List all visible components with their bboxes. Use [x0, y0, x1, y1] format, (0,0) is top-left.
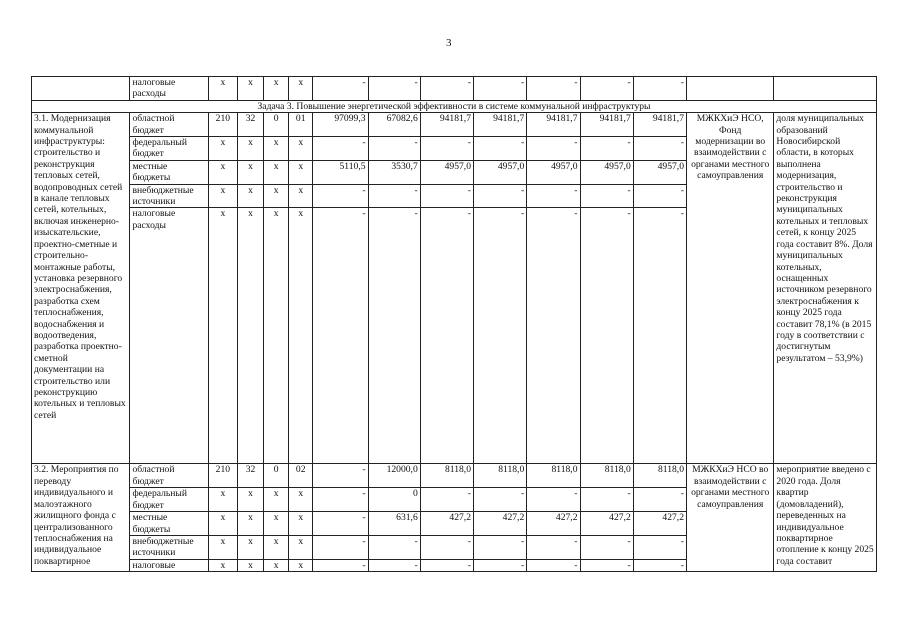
empty-cell [774, 77, 877, 101]
amount-cell: 94181,7 [633, 113, 686, 137]
amount-cell: - [368, 137, 420, 161]
amount-cell: 67082,6 [368, 113, 420, 137]
budget-code-cell: х [208, 137, 237, 161]
expected-result-cell: мероприятие введено с 2020 года. Доля квартир (домовладений), переведенных на индивидуальное поквартирное отопление к концу 2025 года составит [774, 464, 877, 572]
amount-cell: - [420, 559, 473, 571]
amount-cell: - [633, 137, 686, 161]
measure-name-cell: 3.1. Модернизация коммунальной инфраструктуры: строительство и реконструкция тепловых сетей, водопроводных сетей в канале тепловых сетей, котельных, включая инженерно-изыскательские, проектно-сметные и строительно-монтажные работы, установка резервного электроснабжения, разработка схем теплоснабжения, водоснабжения и водоотведения, разработка проектно-сметной документации на строительство или реконструкцию котельных и тепловых сетей [32, 113, 130, 464]
amount-cell: 631,6 [368, 512, 420, 536]
budget-code-cell: 32 [237, 113, 263, 137]
budget-code-cell: х [264, 488, 289, 512]
amount-cell: - [313, 488, 368, 512]
amount-cell: - [368, 535, 420, 559]
budget-code-cell: х [208, 160, 237, 184]
amount-cell: - [420, 488, 473, 512]
budget-code-cell: х [208, 208, 237, 464]
executor-cell: МЖКХиЭ НСО, Фонд модернизации во взаимодействии с органами местного самоуправления [687, 113, 774, 464]
table-row [32, 113, 877, 137]
amount-cell: 5110,5 [313, 160, 368, 184]
table-row [32, 77, 877, 101]
funding-source-cell: областной бюджет [130, 113, 208, 137]
funding-source-cell: федеральный бюджет [130, 488, 208, 512]
amount-cell: 427,2 [633, 512, 686, 536]
amount-cell: - [313, 137, 368, 161]
task-title: Задача 3. Повышение энергетической эффективности в системе коммунальной инфраструктуры [32, 100, 877, 112]
budget-code-cell: х [208, 512, 237, 536]
budget-code-cell: х [264, 137, 289, 161]
budget-code-cell: х [208, 184, 237, 208]
amount-cell: - [527, 184, 580, 208]
amount-cell: 427,2 [527, 512, 580, 536]
amount-cell: - [313, 559, 368, 571]
amount-cell: 427,2 [474, 512, 527, 536]
budget-code-cell: х [237, 488, 263, 512]
amount-cell: - [368, 208, 420, 464]
budget-code-cell: х [237, 208, 263, 464]
funding-source-cell: областной бюджет [130, 464, 208, 488]
budget-code-cell: х [237, 160, 263, 184]
amount-cell: - [420, 208, 473, 464]
amount-cell: - [313, 208, 368, 464]
amount-cell: - [527, 488, 580, 512]
amount-cell: - [527, 535, 580, 559]
budget-code-cell: х [289, 160, 313, 184]
amount-cell: - [633, 208, 686, 464]
budget-code-cell: х [264, 184, 289, 208]
budget-code-cell: х [289, 512, 313, 536]
budget-code-cell: х [289, 77, 313, 101]
amount-cell: - [313, 512, 368, 536]
amount-cell: 12000,0 [368, 464, 420, 488]
amount-cell: 97099,3 [313, 113, 368, 137]
budget-code-cell: х [264, 559, 289, 571]
budget-code-cell: х [289, 137, 313, 161]
budget-code-cell: х [237, 184, 263, 208]
funding-source-cell: налоговые расходы [130, 208, 208, 464]
amount-cell: - [633, 535, 686, 559]
amount-cell: - [580, 77, 633, 101]
amount-cell: 3530,7 [368, 160, 420, 184]
amount-cell: - [368, 77, 420, 101]
amount-cell: 8118,0 [420, 464, 473, 488]
funding-source-cell: внебюджетные источники [130, 535, 208, 559]
amount-cell: 427,2 [580, 512, 633, 536]
budget-code-cell: х [289, 184, 313, 208]
budget-code-cell: х [264, 208, 289, 464]
budget-code-cell: 01 [289, 113, 313, 137]
amount-cell: - [368, 184, 420, 208]
amount-cell: 4957,0 [474, 160, 527, 184]
amount-cell: 0 [368, 488, 420, 512]
budget-code-cell: х [237, 559, 263, 571]
amount-cell: 4957,0 [580, 160, 633, 184]
budget-code-cell: 0 [264, 464, 289, 488]
amount-cell: 8118,0 [527, 464, 580, 488]
amount-cell: - [527, 559, 580, 571]
amount-cell: 8118,0 [474, 464, 527, 488]
budget-code-cell: х [289, 208, 313, 464]
amount-cell: 4957,0 [527, 160, 580, 184]
amount-cell: - [420, 137, 473, 161]
expected-result-cell: доля муниципальных образований Новосибирской области, в которых выполнена модернизация, строительство и реконструкция муниципальных котельных и тепловых сетей, к концу 2025 года составит 8%. Доля муниципальных котельных, оснащенных источником резервного электроснабжения к концу 2025 года составит 78,1% (в 2015 году в соответствии с достигнутым результатом – 53,9%) [774, 113, 877, 464]
budget-code-cell: х [289, 559, 313, 571]
empty-cell [687, 77, 774, 101]
budget-code-cell: х [237, 535, 263, 559]
amount-cell: - [580, 559, 633, 571]
budget-code-cell: х [264, 160, 289, 184]
amount-cell: - [527, 77, 580, 101]
amount-cell: - [368, 559, 420, 571]
amount-cell: 94181,7 [527, 113, 580, 137]
funding-source-cell: внебюджетные источники [130, 184, 208, 208]
amount-cell: 94181,7 [420, 113, 473, 137]
amount-cell: - [474, 208, 527, 464]
funding-source-cell: местные бюджеты [130, 160, 208, 184]
amount-cell: - [474, 184, 527, 208]
amount-cell: 8118,0 [633, 464, 686, 488]
task-title-row [32, 100, 877, 112]
amount-cell: - [474, 137, 527, 161]
amount-cell: - [313, 464, 368, 488]
measure-name-cell: 3.2. Мероприятия по переводу индивидуального и малоэтажного жилищного фонда с централизованного теплоснабжения на индивидуальное поквартирное [32, 464, 130, 572]
budget-code-cell: х [208, 77, 237, 101]
amount-cell: - [420, 184, 473, 208]
budget-code-cell: 02 [289, 464, 313, 488]
budget-code-cell: х [289, 535, 313, 559]
amount-cell: - [474, 77, 527, 101]
amount-cell: 94181,7 [474, 113, 527, 137]
budget-code-cell: х [264, 535, 289, 559]
budget-code-cell: х [208, 535, 237, 559]
amount-cell: - [633, 77, 686, 101]
funding-source-cell: налоговые расходы [130, 77, 208, 101]
amount-cell: - [527, 137, 580, 161]
executor-cell: МЖКХиЭ НСО во взаимодействии с органами местного самоуправления [687, 464, 774, 572]
amount-cell: - [527, 208, 580, 464]
budget-code-cell: х [264, 77, 289, 101]
page-number: 3 [446, 37, 452, 49]
amount-cell: - [474, 535, 527, 559]
budget-code-cell: х [237, 137, 263, 161]
amount-cell: 8118,0 [580, 464, 633, 488]
amount-cell: 94181,7 [580, 113, 633, 137]
budget-code-cell: х [208, 488, 237, 512]
funding-source-cell: местные бюджеты [130, 512, 208, 536]
amount-cell: - [474, 559, 527, 571]
amount-cell: - [580, 488, 633, 512]
budget-code-cell: х [289, 488, 313, 512]
budget-code-cell: х [208, 559, 237, 571]
budget-code-cell: 32 [237, 464, 263, 488]
amount-cell: 4957,0 [633, 160, 686, 184]
amount-cell: - [420, 535, 473, 559]
budget-code-cell: х [237, 77, 263, 101]
amount-cell: - [633, 184, 686, 208]
budget-code-cell: х [237, 512, 263, 536]
amount-cell: - [474, 488, 527, 512]
amount-cell: - [580, 137, 633, 161]
amount-cell: - [633, 559, 686, 571]
amount-cell: 427,2 [420, 512, 473, 536]
amount-cell: - [420, 77, 473, 101]
amount-cell: - [313, 535, 368, 559]
amount-cell: - [580, 535, 633, 559]
budget-code-cell: 210 [208, 113, 237, 137]
empty-cell [32, 77, 130, 101]
table-body [32, 77, 877, 572]
budget-code-cell: 0 [264, 113, 289, 137]
funding-source-cell: налоговые [130, 559, 208, 571]
amount-cell: - [580, 208, 633, 464]
amount-cell: - [633, 488, 686, 512]
funding-source-cell: федеральный бюджет [130, 137, 208, 161]
amount-cell: 4957,0 [420, 160, 473, 184]
budget-code-cell: х [264, 512, 289, 536]
amount-cell: - [580, 184, 633, 208]
budget-code-cell: 210 [208, 464, 237, 488]
amount-cell: - [313, 184, 368, 208]
amount-cell: - [313, 77, 368, 101]
table-row [32, 464, 877, 488]
program-table [31, 76, 877, 572]
